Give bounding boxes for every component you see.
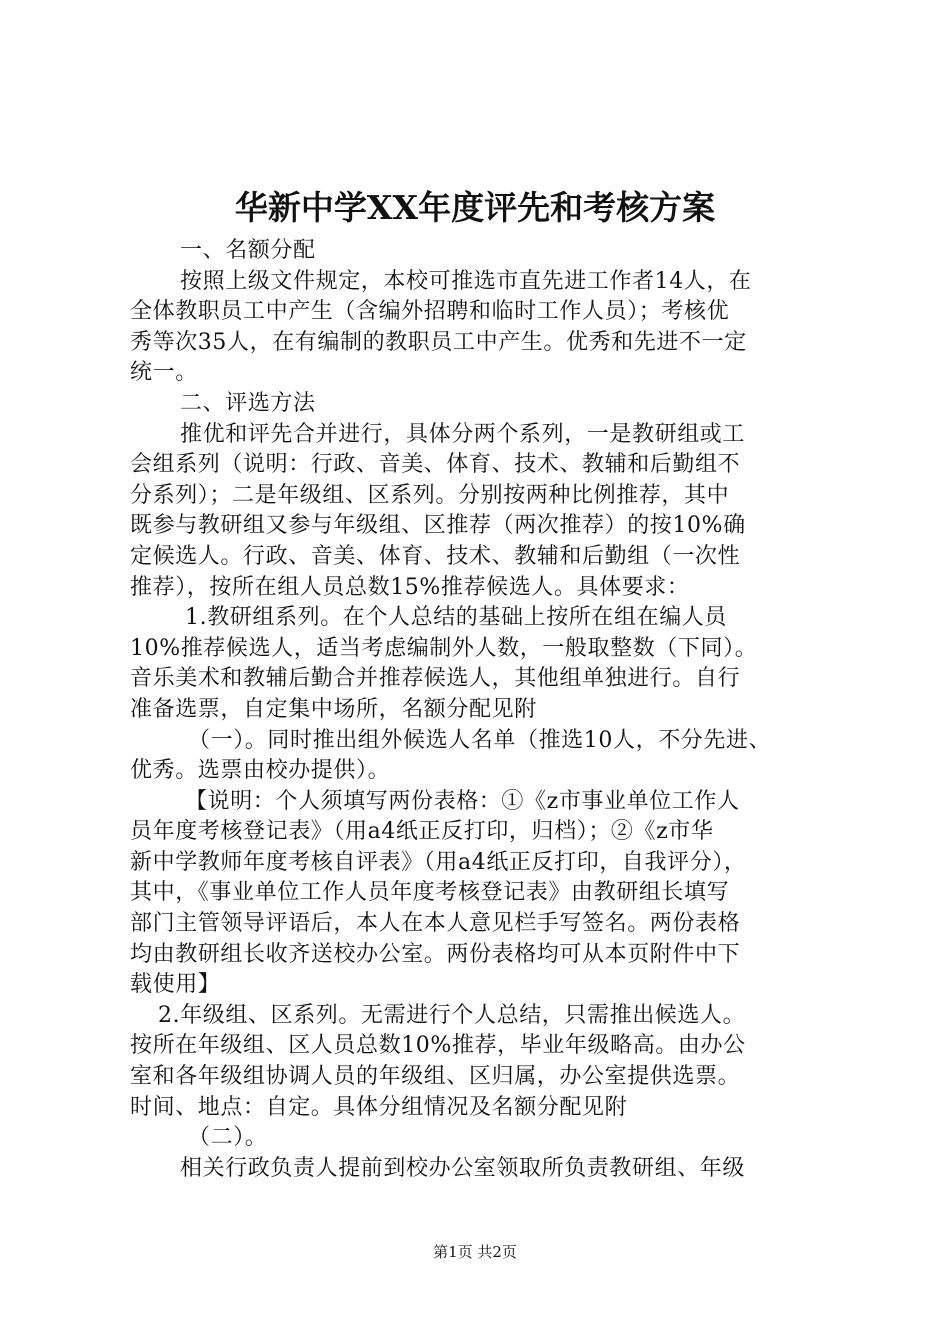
paragraph-line: 10%推荐候选人，适当考虑编制外人数，一般取整数（下同）。 [130, 635, 758, 661]
paragraph-line: 载使用】 [130, 972, 221, 998]
paragraph-line: 推优和评先合并进行，具体分两个系列，一是教研组或工 [180, 421, 746, 447]
paragraph-line: 秀等次35人，在有编制的教职员工中产生。优秀和先进不一定 [130, 329, 747, 355]
section-heading-method: 二、评选方法 [180, 390, 316, 416]
paragraph-line: 优秀。选票由校办提供）。 [130, 758, 391, 784]
section-heading-quota: 一、名额分配 [180, 238, 316, 263]
paragraph-line: 部门主管领导评语后，本人在本人意见栏手写签名。两份表格 [130, 911, 741, 937]
paragraph-line: 定候选人。行政、音美、体育、技术、教辅和后勤组（一次性 [130, 543, 741, 569]
list-item-grade-group: 2.年级组、区系列。无需进行个人总结，只需推出候选人。 [158, 1002, 746, 1028]
paragraph-line: （一）。同时推出组外候选人名单（推选10人，不分先进、 [188, 727, 772, 753]
paragraph-line: 准备选票，自定集中场所，名额分配见附 [130, 696, 537, 722]
document-body [130, 236, 845, 1184]
paragraph-line: 室和各年级组协调人员的年级组、区归属，办公室提供选票。 [130, 1064, 741, 1090]
paragraph-line: 其中，《事业单位工作人员年度考核登记表》由教研组长填写 [130, 880, 730, 906]
paragraph-line: 会组系列（说明：行政、音美、体育、技术、教辅和后勤组不 [130, 452, 741, 478]
paragraph-line: 按照上级文件规定，本校可推选市直先进工作者14人，在 [180, 268, 752, 294]
paragraph-line: 时间、地点：自定。具体分组情况及名额分配见附 [130, 1094, 628, 1120]
paragraph-line: 推荐），按所在组人员总数15%推荐候选人。具体要求： [130, 574, 690, 600]
paragraph-line: 按所在年级组、区人员总数10%推荐，毕业年级略高。由办公 [130, 1033, 746, 1059]
paragraph-line: 均由教研组长收齐送校办公室。两份表格均可从本页附件中下 [130, 941, 741, 967]
paragraph-line: 统一。 [130, 360, 198, 386]
paragraph-line: 相关行政负责人提前到校办公室领取所负责教研组、年级 [180, 1155, 746, 1181]
list-item-teaching-group: 1.教研组系列。在个人总结的基础上按所在组在编人员 [185, 605, 727, 631]
paragraph-line: 新中学教师年度考核自评表》（用a4纸正反打印，自我评分）， [130, 849, 747, 875]
paragraph-line: （二）。 [188, 1125, 268, 1151]
page-number-footer: 第1页 共2页 [433, 1243, 517, 1261]
paragraph-line: 员年度考核登记表》（用a4纸正反打印，归档）；②《z市华 [130, 819, 714, 845]
paragraph-line: 全体教职员工中产生（含编外招聘和临时工作人员）；考核优 [130, 299, 730, 325]
note-block: 【说明：个人须填写两份表格：①《z市事业单位工作人 [185, 788, 740, 814]
document-title: 华新中学XX年度评先和考核方案 [234, 188, 716, 227]
paragraph-line: 音乐美术和教辅后勤合并推荐候选人，其他组单独进行。自行 [130, 666, 741, 692]
paragraph-line: 既参与教研组又参与年级组、区推荐（两次推荐）的按10%确 [130, 513, 746, 539]
paragraph-line: 分系列）；二是年级组、区系列。分别按两种比例推荐，其中 [130, 482, 730, 508]
